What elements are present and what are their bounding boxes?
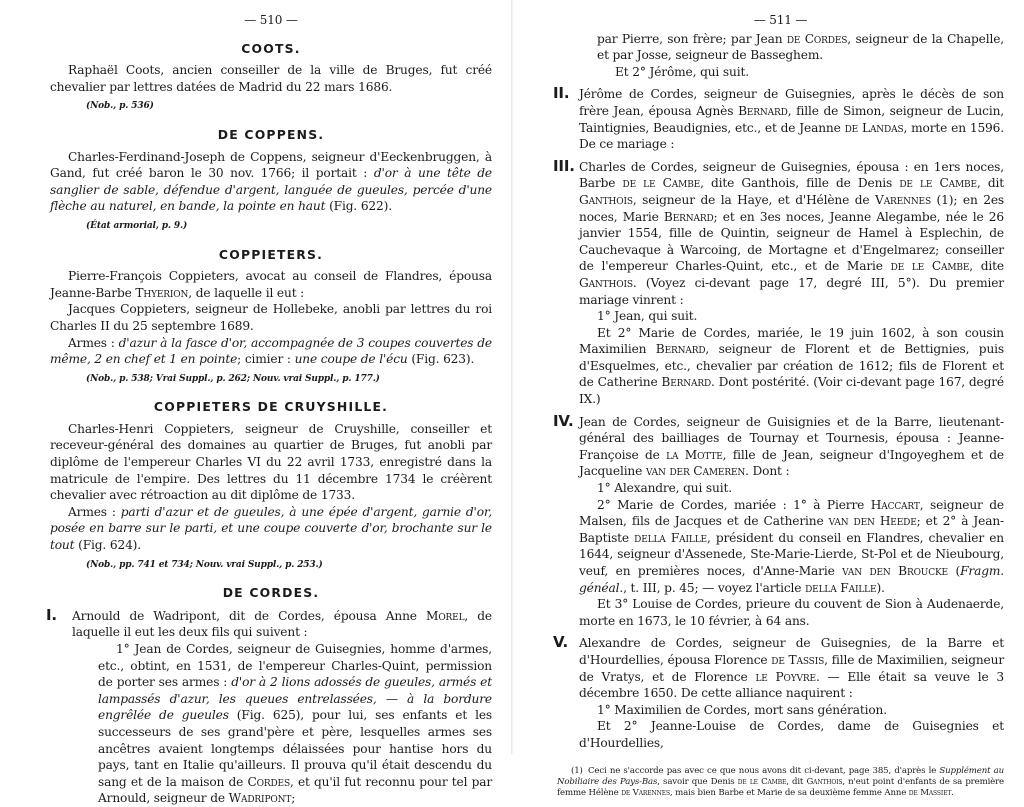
arms-description: Armes : d'azur à la fasce d'or, accompagnée de 3 coupes couvertes de même, 2 en chef et 1 en pointe; cimier : une coupe de l'écu (Fig. 623). xyxy=(50,335,492,367)
blazon: d'or à 2 lions adossés de gueules, armés et lampassés d'azur, les queues entrelassées, — à la bordure engrêlée de gueules xyxy=(98,675,492,723)
page-number: — 510 — xyxy=(244,13,298,27)
entry-coots xyxy=(50,41,492,115)
entry-de-cordes xyxy=(46,585,493,807)
child-entry: 1° Jean de Cordes, seigneur de Guisegnies, homme d'armes, etc., obtint, en 1531, de l'empereur Charles-Quint, permission de porter ses armes : d'or à 2 lions adossés de gueules, armés et lampassés d'azur, les queues entrelassées, — à la bordure engrêlée de gueules (Fig. 625), pour lui, ses enfants et les successeurs de ses grand'père et père, lesquelles armes ses ancêtres avaient longtemps délaissées pour hantise hors du pays, tant en Italie qu'ailleurs. Il prouva qu'il était descendu du sang et de la maison de Cordes, et qu'il fut reconnu pour tel par Arnould, seigneur de Wadripont; xyxy=(98,642,493,806)
source-reference: (Nob., p. 536) xyxy=(86,101,154,112)
entry-title: COPPIETERS. xyxy=(218,246,324,262)
entry-text: Pierre-François Coppieters, avocat au conseil de Flandres, épousa Jeanne-Barbe Thyerion, de laquelle il eut : xyxy=(50,269,492,300)
genealogy-degree xyxy=(553,156,1005,408)
degree-number: II. xyxy=(553,84,570,103)
degree-text: Jérôme de Cordes, seigneur de Guisegnies, après le décès de son frère Jean, épousa Agnès Bernard, fille de Simon, seigneur de Lucin, Taintignies, Beaudignies, etc., et de Jeanne de Landas, morte en 1596. De ce mariage : xyxy=(579,87,1004,152)
entry-coppieters-de-cruyshille xyxy=(50,399,492,573)
right-page xyxy=(512,0,1024,798)
child-entry: 1° Maximilien de Cordes, mort sans génération. xyxy=(597,702,887,717)
genealogy-degree xyxy=(46,605,492,641)
blazon: d'or à une tête de sanglier de sable, défendue d'argent, languée de gueules, percée d'une flèche au naturel, en bande, la pointe en haut xyxy=(50,166,492,214)
genealogy-degree xyxy=(553,84,1004,152)
genealogy-degree xyxy=(553,411,1004,630)
entry-title: DE COPPENS. xyxy=(217,126,325,142)
source-reference: (Nob., pp. 741 et 734; Nouv. vrai Suppl., p. 253.) xyxy=(86,559,323,570)
degree-text: Jean de Cordes, seigneur de Guisignies et de la Barre, lieutenant-général des bailliages de Tournay et Tournesis, épousa : Jeanne-Françoise de la Motte, fille de Jean, seigneur d'Ingoyeghem et de Jacqueline van der Cameren. Dont : xyxy=(579,414,1004,479)
arms-description: Armes : parti d'azur et de gueules, à une épée d'argent, garnie d'or, posée en barre sur le parti, et une coupe couverte d'or, brochante sur le tout (Fig. 624). xyxy=(50,504,492,553)
child-entry: 1° Jean, qui suit. xyxy=(597,309,698,324)
degree-number: III. xyxy=(553,156,575,175)
source-reference: (État armorial, p. 9.) xyxy=(86,220,188,231)
degree-text: Arnould de Wadripont, dit de Cordes, épousa Anne Morel, de laquelle il eut les deux fils qui suivent : xyxy=(72,608,492,640)
entry-title: COOTS. xyxy=(241,40,301,56)
entry-de-coppens xyxy=(50,127,492,235)
entry-coppieters xyxy=(50,247,492,388)
page-number: — 511 — xyxy=(753,13,808,27)
degree-text: Charles de Cordes, seigneur de Guisegnies, épousa : en 1ers noces, Barbe de le Cambe, dite Ganthois, fille de Denis de le Cambe, dit Ganthois, seigneur de la Haye, et d'Hélène de Varennes (1); en 2es noces, Marie Bernard; et en 3es noces, Jeanne Alegambe, née le 26 janvier 1554, fille de Quintin, seigneur de Hamel à Esplechin, de Cauchevaque à Warcoing, de Mortagne et d'Engelmarez; conseiller de l'empereur Charles-Quint, etc., et de Marie de le Cambe, dite Ganthois. (Voyez ci-devant page 17, degré III, 5°). Du premier mariage vinrent : xyxy=(579,159,1004,307)
footnote: (1) Ceci ne s'accorde pas avec ce que nous avons dit ci-devant, page 385, d'après le Supplément au Nobiliaire des Pays-Bas, savoir que Denis de le Cambe, dit Ganthois, n'eut point d'enfants de sa première femme Hélène de Varennes, mais bien Barbe et Marie de sa deuxième femme Anne de Massiet. xyxy=(557,765,1004,798)
entry-text: Jacques Coppieters, seigneur de Hollebeke, anobli par lettres du roi Charles II du 25 septembre 1689. xyxy=(50,302,492,333)
child-entry: Et 2° Marie de Cordes, mariée, le 19 juin 1602, à son cousin Maximilien Bernard, seigneur de Florent et de Bettignies, puis d'Esquelmes, etc., chevalier par création de 1612; fils de Florent et de Catherine Bernard. Dont postérité. (Voir ci-devant page 167, degré IX.) xyxy=(579,325,1005,407)
child-entry: Et 2° Jeanne-Louise de Cordes, dame de Guisegnies et d'Hourdellies, xyxy=(579,719,1004,750)
child-entry: Et 2° Jérôme, qui suit. xyxy=(615,64,749,79)
genealogy-degree xyxy=(553,633,1004,751)
child-entry: Et 3° Louise de Cordes, prieure du couvent de Sion à Audenaerde, morte en 1673, le 10 février, à 64 ans. xyxy=(579,597,1004,628)
child-entry: 1° Alexandre, qui suit. xyxy=(597,481,732,496)
degree-text: Alexandre de Cordes, seigneur de Guisegnies, de la Barre et d'Hourdellies, épousa Florence de Tassis, fille de Maximilien, seigneur de Vratys, et de Florence le Poyvre. — Elle était sa veuve le 3 décembre 1650. De cette alliance naquirent : xyxy=(579,636,1004,701)
left-page xyxy=(0,0,512,806)
degree-number: IV. xyxy=(553,411,574,430)
entry-title: DE CORDES. xyxy=(222,585,320,601)
entry-title: COPPIETERS DE CRUYSHILLE. xyxy=(153,399,389,415)
entry-text: Raphaël Coots, ancien conseiller de la ville de Bruges, fut créé chevalier par lettres datées de Madrid du 22 mars 1686. xyxy=(50,63,492,94)
entry-text: Charles-Ferdinand-Joseph de Coppens, seigneur d'Eeckenbruggen, à Gand, fut créé baron le 30 nov. 1766; il portait : d'or à une tête de sanglier de sable, défendue d'argent, languée de gueules, percée d'une flèche au naturel, en bande, la pointe en haut (Fig. 622). xyxy=(50,149,492,214)
child-entry: 2° Marie de Cordes, mariée : 1° à Pierre Haccart, seigneur de Malsen, fils de Jacques et de Catherine van den Heede; et 2° à Jean-Baptiste della Faille, président du conseil en Flandres, chevalier en 1644, seigneur d'Assenede, Ste-Marie-Lierde, St-Pol et de Nieubourg, veuf, en premières noces, d'Anne-Marie van den Broucke (Fragm. généal., t. III, p. 45; — voyez l'article della Faille). xyxy=(579,497,1004,595)
source-reference: (Nob., p. 538; Vrai Suppl., p. 262; Nouv. vrai Suppl., p. 177.) xyxy=(86,373,380,384)
degree-number: I. xyxy=(46,605,57,624)
entry-text: Charles-Henri Coppieters, seigneur de Cruyshille, conseiller et receveur-général des domaines au quartier de Bruges, fut anobli par diplôme de l'empereur Charles VI du 22 avril 1733, enregistré dans la matricule de l'empire. Des lettres du 11 décembre 1734 le créèrent chevalier avec rétroaction au dit diplôme de 1733. xyxy=(50,421,492,503)
degree-number: V. xyxy=(553,633,569,652)
continued-text: par Pierre, son frère; par Jean de Cordes, seigneur de la Chapelle, et par Josse, seigneur de Basseghem. xyxy=(597,31,1004,63)
